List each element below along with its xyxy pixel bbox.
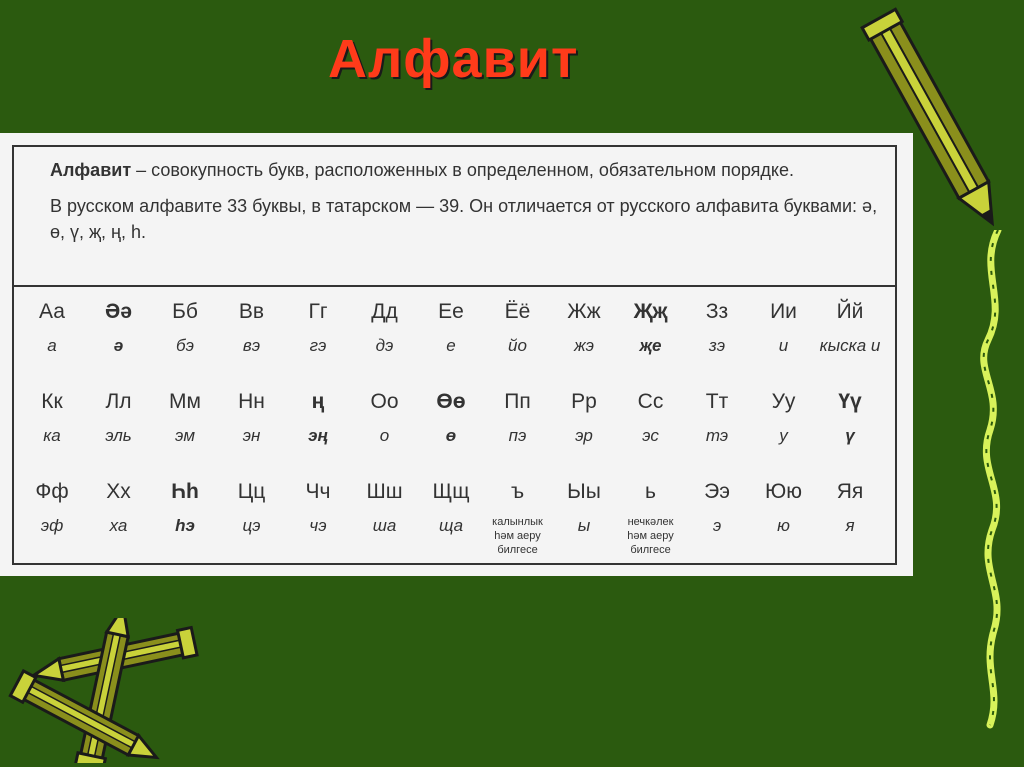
letter-cell — [87, 297, 151, 359]
letter-name: ы — [577, 516, 591, 535]
letter: Оо — [370, 390, 399, 413]
letter-cell — [286, 387, 350, 449]
letter: Шш — [366, 480, 403, 503]
letter-name: эр — [575, 426, 593, 445]
vine-decoration — [968, 230, 1018, 730]
letter-name: бэ — [176, 336, 194, 355]
letter: Һһ — [171, 480, 199, 503]
letter: Өө — [436, 390, 466, 413]
letter-cell — [552, 387, 616, 449]
letter-cell — [752, 387, 816, 449]
letter-name: жэ — [573, 336, 595, 355]
alphabet-grid — [20, 297, 900, 567]
letter-name: эль — [105, 426, 132, 445]
letter: ъ — [510, 480, 525, 503]
crossed-pencils-icon — [0, 618, 210, 763]
letter-name: эм — [174, 426, 195, 445]
letter-name: ү — [845, 426, 855, 445]
letter-cell — [752, 297, 816, 359]
letter: Ии — [770, 300, 797, 323]
letter: Чч — [305, 480, 331, 503]
letter-name: нечкәлек һәм аеру билгесе — [627, 516, 674, 556]
letter: Ээ — [704, 480, 730, 503]
letter-cell — [220, 477, 284, 539]
letter-cell — [87, 477, 151, 539]
letter-name: е — [446, 336, 456, 355]
letter-name: пэ — [508, 426, 527, 445]
letter-name: у — [779, 426, 788, 445]
letter: Щщ — [432, 480, 470, 503]
letter-cell — [20, 387, 84, 449]
letter: Нн — [238, 390, 265, 413]
letter-cell — [353, 477, 417, 539]
letter: Сс — [637, 390, 664, 413]
letter: Пп — [504, 390, 531, 413]
letter-name: дэ — [375, 336, 394, 355]
letter-cell — [153, 297, 217, 359]
letter-cell — [486, 477, 550, 557]
letter-cell — [552, 477, 616, 539]
letter-name: җе — [639, 336, 662, 355]
letter-cell — [419, 297, 483, 359]
letter-cell — [818, 477, 882, 539]
letter-name: эн — [242, 426, 261, 445]
letter-name: эң — [308, 426, 328, 445]
letter: Дд — [371, 300, 398, 323]
difference-paragraph: В русском алфавите 33 буквы, в татарском — 39. Он отличается от русского алфавита буквами: ә, ө, ү, җ, ң, һ. — [50, 196, 878, 242]
alphabet-card — [0, 133, 913, 576]
letter-name: ә — [113, 336, 124, 355]
letter-name: эс — [642, 426, 659, 445]
letter: Йй — [836, 300, 864, 323]
letter-cell — [353, 387, 417, 449]
letter: Аа — [39, 300, 65, 323]
letter-cell — [353, 297, 417, 359]
definition-term: Алфавит — [50, 160, 132, 180]
letter-cell — [220, 297, 284, 359]
letter-name: вэ — [242, 336, 261, 355]
letter: Үү — [838, 390, 862, 413]
letter: Яя — [836, 480, 864, 503]
letter: Кк — [41, 390, 63, 413]
letter-cell — [685, 297, 749, 359]
letter: Гг — [308, 300, 328, 323]
letter: Мм — [169, 390, 201, 413]
letter-name: ө — [445, 426, 457, 445]
letter-cell — [20, 297, 84, 359]
letter-name: о — [379, 426, 390, 445]
letter: Хх — [106, 480, 131, 503]
letter-name: ха — [109, 516, 128, 535]
letter-name: а — [47, 336, 57, 355]
letter: Рр — [571, 390, 597, 413]
letter-name: тэ — [705, 426, 729, 445]
letter: Жж — [567, 300, 601, 323]
alphabet-frame — [12, 145, 897, 565]
letter-cell — [286, 477, 350, 539]
letter-cell — [818, 297, 882, 359]
letter-name: чэ — [309, 516, 327, 535]
letter-name: йо — [508, 336, 527, 355]
intro-text — [14, 147, 895, 287]
letter-cell — [419, 387, 483, 449]
letter-name: э — [712, 516, 722, 535]
letter-cell — [286, 297, 350, 359]
letter-cell — [619, 297, 683, 359]
letter-cell — [685, 477, 749, 539]
letter-name: ю — [777, 516, 790, 535]
letter-cell — [619, 477, 683, 557]
letter: Ее — [438, 300, 464, 323]
letter-name: һэ — [175, 516, 195, 535]
letter-cell — [619, 387, 683, 449]
letter-name: я — [845, 516, 855, 535]
letter-name: кыска и — [819, 336, 881, 355]
letter-name: ща — [438, 516, 464, 535]
letter: Уу — [771, 390, 796, 413]
letter: Бб — [172, 300, 198, 323]
definition-paragraph — [50, 157, 883, 183]
letter: ь — [645, 480, 656, 503]
letter-name: гэ — [309, 336, 327, 355]
letter-name: калынлык һәм аеру билгесе — [492, 516, 543, 556]
letter-cell — [818, 387, 882, 449]
letter: Тт — [705, 390, 729, 413]
letter: Ыы — [567, 480, 601, 503]
letter-cell — [419, 477, 483, 539]
letter-name: зэ — [708, 336, 726, 355]
letter-cell — [752, 477, 816, 539]
letter: Юю — [765, 480, 802, 503]
letter: ң — [311, 390, 325, 413]
letter: Зз — [705, 300, 729, 323]
alphabet-row — [20, 477, 900, 567]
letter-cell — [486, 297, 550, 359]
letter-cell — [685, 387, 749, 449]
letter: Вв — [238, 300, 265, 323]
definition-text: – совокупность букв, расположенных в определенном, обязательном порядке. — [131, 160, 795, 180]
letter-cell — [153, 387, 217, 449]
letter: Җҗ — [633, 300, 668, 323]
pencil-icon — [860, 0, 1010, 245]
letter: Цц — [237, 480, 266, 503]
letter: Ёё — [504, 300, 531, 323]
letter-name: ка — [43, 426, 61, 445]
letter-name: цэ — [242, 516, 261, 535]
alphabet-row — [20, 297, 900, 387]
letter-cell — [153, 477, 217, 539]
letter: Әә — [105, 300, 132, 323]
letter-name: ша — [372, 516, 397, 535]
letter-name: и — [778, 336, 789, 355]
letter-cell — [552, 297, 616, 359]
letter-name: эф — [40, 516, 64, 535]
letter-cell — [486, 387, 550, 449]
page-title: Алфавит — [328, 29, 579, 89]
alphabet-row — [20, 387, 900, 477]
letter-cell — [220, 387, 284, 449]
letter-cell — [20, 477, 84, 539]
letter: Фф — [35, 480, 69, 503]
letter-cell — [87, 387, 151, 449]
letter: Лл — [105, 390, 132, 413]
